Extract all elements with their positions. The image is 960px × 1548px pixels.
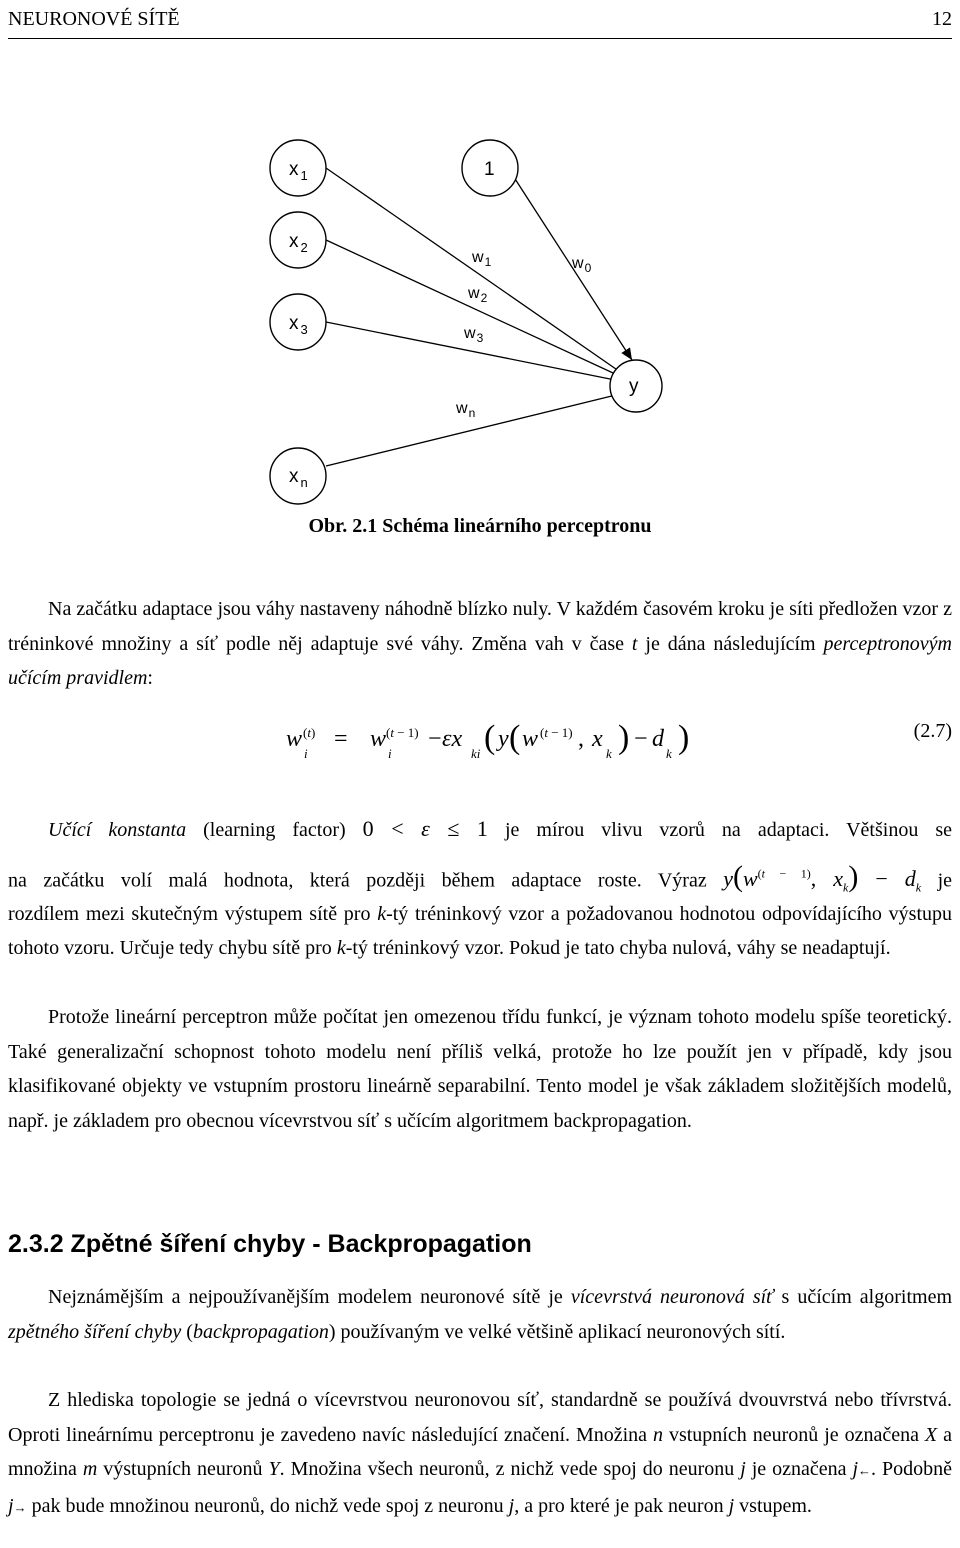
paragraph-1: Na začátku adaptace jsou váhy nastaveny náhodně blízko nuly. V každém časovém kroku je síti předložen vzor z tréninkové množiny a síť podle něj adaptuje své váhy. Změna vah v čase t je dána následujícím perceptronovým učícím pravidlem: <box>8 598 952 689</box>
running-title: NEURONOVÉ SÍTĚ <box>8 8 180 30</box>
equation-formula <box>0 700 860 770</box>
page-number: 12 <box>932 8 952 30</box>
svg-text:y: y <box>498 726 509 752</box>
equation-number: (2.7) <box>913 720 952 742</box>
svg-text:k: k <box>666 746 672 761</box>
weight-w1: $w_1$ <box>472 249 492 269</box>
figure-caption: Obr. 2.1 Schéma lineárního perceptronu <box>308 515 652 537</box>
paragraph-5: Z hlediska topologie se jedná o vícevrstvou neuronovou síť, standardně se používá dvouvrstvá nebo třívrstvá. Oproti lineárnímu perceptronu je zavedeno navíc následující značení. Množina n vstupních neuronů je označena X a množina m výstupních neuronů Y. Množina všech neuronů, z nichž vede spoj do neuronu j je označena j←. Podobně j→ pak bude množinou neuronů, do nichž vede spoj z neuronu j, a pro které je pak neuron j vstupem. <box>8 1389 952 1517</box>
svg-text:k: k <box>606 746 612 761</box>
svg-text:(: ( <box>484 719 496 756</box>
svg-text:(t − 1): (t − 1) <box>540 725 573 740</box>
svg-text:i: i <box>388 746 392 761</box>
section-heading: 2.3.2 Zpětné šíření chyby - Backpropagation <box>8 1230 532 1258</box>
perceptron-diagram <box>0 0 960 510</box>
svg-text:(: ( <box>509 719 521 756</box>
edge-xn <box>326 393 624 466</box>
paragraph-4: Nejznámějším a nejpoužívanějším modelem neuronové sítě je vícevrstvá neuronová síť s učícím algoritmem zpětného šíření chyby (backpropagation) používaným ve velké většině aplikací neuronových sítí. <box>8 1286 953 1343</box>
svg-text:): ) <box>618 719 630 756</box>
svg-text:x: x <box>592 726 603 752</box>
svg-text:,: , <box>578 726 584 752</box>
svg-text:w: w <box>286 726 303 752</box>
svg-text:εx: εx <box>442 726 463 752</box>
svg-text:): ) <box>678 719 690 756</box>
svg-text:d: d <box>652 726 664 752</box>
svg-text:i: i <box>304 746 308 761</box>
edge-bias <box>508 168 632 360</box>
svg-text:w: w <box>522 726 539 752</box>
svg-text:(t − 1): (t − 1) <box>386 725 419 740</box>
node-label-bias: 1 <box>484 159 495 180</box>
paragraph-2: Učící konstanta (learning factor) 0 < ε ≤ 1 je mírou vlivu vzorů na adaptaci. Většinou se na začátku volí malá hodnota, která později během adaptace roste. Výraz $y(w^{(t - 1)}$, $x_k) - d_k$ je rozdílem mezi skutečným výstupem sítě pro k-tý tréninkový vzor a požadovanou hodnotou odpovídajícího výstupu tohoto vzoru. Určuje tedy chybu sítě pro k-tý tréninkový vzor. Pokud je tato chyba nulová, váhy se neadaptují. <box>8 816 953 959</box>
weight-wn: $w_n$ <box>456 400 476 420</box>
node-label-x3: x $_3$ <box>289 313 308 337</box>
svg-text:−: − <box>428 726 442 752</box>
node-label-x2: x $_2$ <box>289 231 308 255</box>
weight-w0: $w_0$ <box>572 255 592 275</box>
node-label-xn: x $_n$ <box>289 466 308 490</box>
node-label-y: y <box>629 376 639 397</box>
svg-text:ki: ki <box>471 746 481 761</box>
equation-2-7 <box>0 700 960 770</box>
weight-w3: $w_3$ <box>464 325 484 345</box>
paragraph-3: Protože lineární perceptron může počítat jen omezenou třídu funkcí, je význam tohoto modelu spíše teoretický. Také generalizační schopnost tohoto modelu není příliš velká, protože ho lze použít jen v případě, kdy jsou klasifikované objekty ve vstupním prostoru lineárně separabilní. Tento model je však základem složitějších modelů, např. je základem pro obecnou vícevrstvou síť s učícím algoritmem backpropagation. <box>8 1006 952 1132</box>
weight-w2: $w_2$ <box>468 285 488 305</box>
svg-text:−: − <box>634 726 648 752</box>
node-label-x1: x $_1$ <box>289 159 308 183</box>
svg-text:(t): (t) <box>303 725 316 740</box>
svg-text:w: w <box>370 726 387 752</box>
svg-text:=: = <box>334 726 348 752</box>
